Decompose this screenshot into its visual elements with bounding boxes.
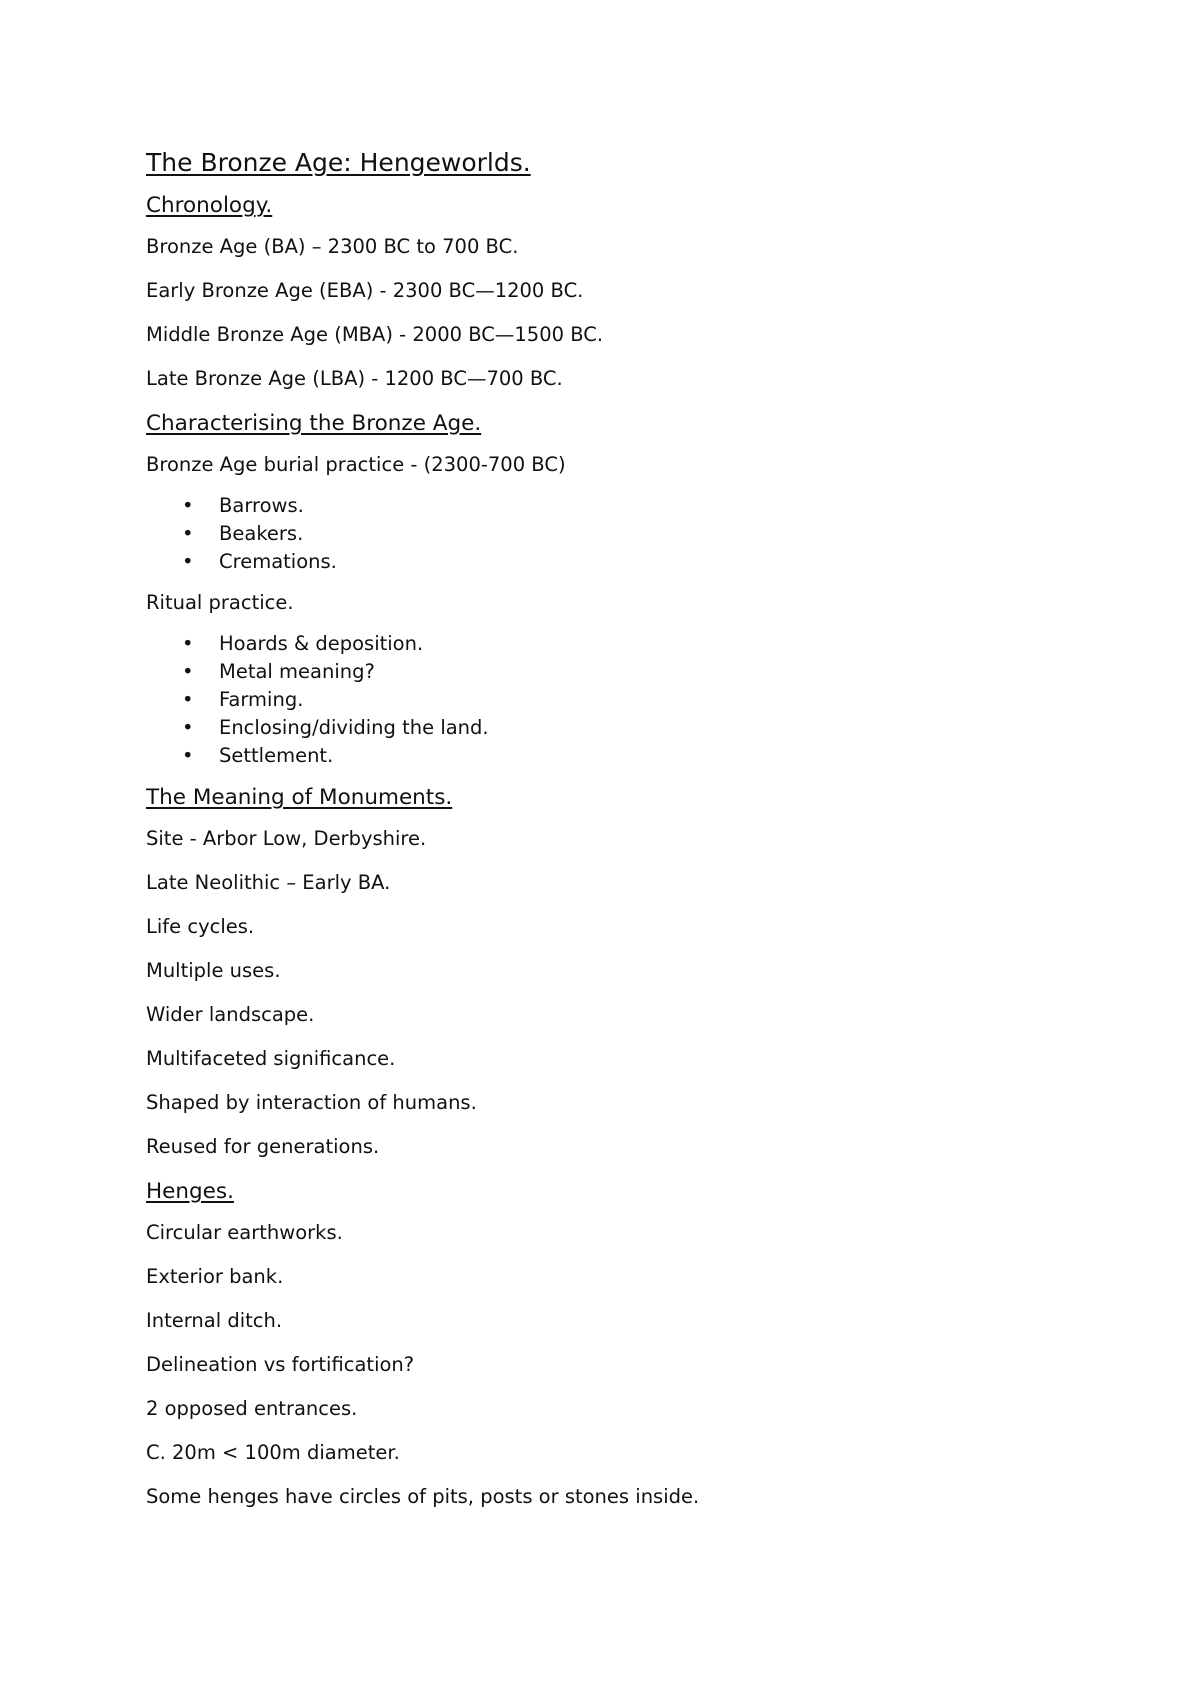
bullet-icon: • xyxy=(182,494,194,517)
bullet-icon: • xyxy=(182,688,194,711)
paragraph: Multiple uses. xyxy=(146,959,281,982)
paragraph: Multifaceted significance. xyxy=(146,1047,396,1070)
paragraph: Life cycles. xyxy=(146,915,255,938)
ritual-practice-label: Ritual practice. xyxy=(146,591,294,614)
bullet-icon: • xyxy=(182,550,194,573)
paragraph: Delineation vs fortification? xyxy=(146,1353,415,1376)
paragraph: C. 20m < 100m diameter. xyxy=(146,1441,400,1464)
paragraph: Circular earthworks. xyxy=(146,1221,343,1244)
paragraph: Shaped by interaction of humans. xyxy=(146,1091,477,1114)
paragraph: Some henges have circles of pits, posts or stones inside. xyxy=(146,1485,700,1508)
paragraph: Wider landscape. xyxy=(146,1003,315,1026)
list-item-text: Cremations. xyxy=(219,550,337,573)
list-item xyxy=(146,630,1126,658)
list-item-text: Metal meaning? xyxy=(219,660,375,683)
burial-list xyxy=(146,492,1126,576)
list-item xyxy=(146,492,1126,520)
ritual-list xyxy=(146,630,1126,770)
paragraph: Reused for generations. xyxy=(146,1135,380,1158)
bullet-icon: • xyxy=(182,716,194,739)
heading-chronology: Chronology. xyxy=(146,193,273,218)
list-item-text: Settlement. xyxy=(219,744,334,767)
list-item-text: Enclosing/dividing the land. xyxy=(219,716,489,739)
burial-practice-label: Bronze Age burial practice - (2300-700 BC) xyxy=(146,453,566,476)
document-title: The Bronze Age: Hengeworlds. xyxy=(146,148,531,177)
paragraph: Site - Arbor Low, Derbyshire. xyxy=(146,827,427,850)
list-item-text: Barrows. xyxy=(219,494,304,517)
list-item xyxy=(146,686,1126,714)
list-item xyxy=(146,742,1126,770)
list-item-text: Farming. xyxy=(219,688,304,711)
list-item xyxy=(146,658,1126,686)
heading-meaning-of-monuments: The Meaning of Monuments. xyxy=(146,785,453,810)
list-item xyxy=(146,520,1126,548)
paragraph: Middle Bronze Age (MBA) - 2000 BC—1500 BC. xyxy=(146,323,604,346)
bullet-icon: • xyxy=(182,522,194,545)
list-item xyxy=(146,714,1126,742)
list-item xyxy=(146,548,1126,576)
paragraph: Internal ditch. xyxy=(146,1309,283,1332)
bullet-icon: • xyxy=(182,632,194,655)
list-item-text: Hoards & deposition. xyxy=(219,632,424,655)
paragraph: Late Bronze Age (LBA) - 1200 BC—700 BC. xyxy=(146,367,563,390)
paragraph: Early Bronze Age (EBA) - 2300 BC—1200 BC. xyxy=(146,279,584,302)
bullet-icon: • xyxy=(182,660,194,683)
bullet-icon: • xyxy=(182,744,194,767)
paragraph: Late Neolithic – Early BA. xyxy=(146,871,391,894)
heading-henges: Henges. xyxy=(146,1179,234,1204)
paragraph: Bronze Age (BA) – 2300 BC to 700 BC. xyxy=(146,235,519,258)
paragraph: Exterior bank. xyxy=(146,1265,284,1288)
document-page xyxy=(146,146,1126,1528)
heading-characterising: Characterising the Bronze Age. xyxy=(146,411,482,436)
paragraph: 2 opposed entrances. xyxy=(146,1397,358,1420)
list-item-text: Beakers. xyxy=(219,522,304,545)
